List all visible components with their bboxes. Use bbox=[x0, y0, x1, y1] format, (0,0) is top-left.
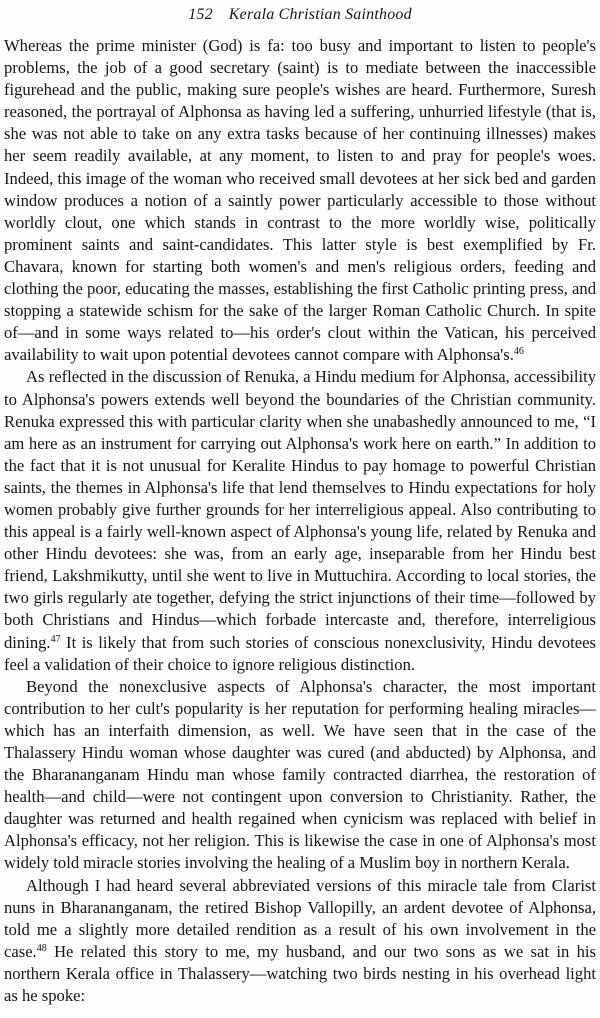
paragraph-text: Although I had heard several abbreviated versions of this miracle tale from Clarist nuns in Bharananganam, the retired Bishop Vallopilly, an ardent devotee of Alphonsa, told me a slightly more detailed rendition as a result of his own involvement in the case. bbox=[4, 875, 596, 961]
paragraph-text: It is likely that from such stories of conscious nonexclusivity, Hindu devotees feel a validation of their choice to ignore religious distinction. bbox=[4, 632, 596, 674]
paragraph-4 bbox=[4, 875, 596, 1008]
book-title: Kerala Christian Sainthood bbox=[228, 6, 412, 23]
footnote-marker: 47 bbox=[50, 633, 61, 645]
paragraph-1 bbox=[4, 35, 596, 366]
footnote-marker: 46 bbox=[513, 346, 524, 358]
running-head bbox=[0, 6, 600, 24]
paragraph-text: He related this story to me, my husband, and our two sons as we sat in his northern Kerala office in Thalassery—watching two birds nesting in his overhead light as he spoke: bbox=[4, 941, 596, 1006]
paragraph-3 bbox=[4, 676, 596, 875]
paragraph-2 bbox=[4, 366, 596, 675]
paragraph-text: Beyond the nonexclusive aspects of Alphonsa's character, the most important contribution to her cult's popularity is her reputation for performing healing miracles—which has an interfaith dimension, as well. We have seen that in the case of the Thalassery Hindu woman whose daughter was cured (and abducted) by Alphonsa, and the Bharananganam Hindu man whose family contracted diarrhea, the restoration of health—and child—were not contingent upon conversion to Christianity. Rather, the daughter was returned and health regained when cynicism was replaced with belief in Alphonsa's efficacy, not her religion. This is likewise the case in one of Alphonsa's most widely told miracle stories involving the healing of a Muslim boy in northern Kerala. bbox=[4, 676, 596, 873]
body-text bbox=[4, 35, 596, 1007]
footnote-marker: 48 bbox=[36, 942, 47, 954]
paragraph-text: Whereas the prime minister (God) is fa: too busy and important to listen to people's problems, the job of a good secretary (saint) is to mediate between the inaccessible figurehead and the public, making sure people's wishes are heard. Furthermore, Suresh reasoned, the portrayal of Alphonsa as having led a suffering, unhurried lifestyle (that is, she was not able to take on any extra tasks because of her continuing illnesses) makes her seem readily available, at any moment, to listen to and pray for people's woes. Indeed, this image of the woman who received small devotees at her sick bed and garden window produces a notion of a saintly power particularly accessible to those without worldly clout, one which stands in contrast to the more worldly wise, politically prominent saints and saint-candidates. This latter style is best exemplified by Fr. Chavara, known for starting both women's and men's religious orders, feeding and clothing the poor, educating the masses, establishing the first Catholic printing press, and stopping a statewide schism for the sake of the larger Roman Catholic Church. In spite of—and in some ways related to—his order's clout within the Vatican, his perceived availability to wait upon potential devotees cannot compare with Alphonsa's. bbox=[4, 36, 596, 365]
page-number: 152 bbox=[188, 6, 213, 23]
paragraph-text: As reflected in the discussion of Renuka, a Hindu medium for Alphonsa, accessibility to Alphonsa's powers extends well beyond the boundaries of the Christian community. Renuka expressed this with particular clarity when she unabashedly announced to me, “I am here as an instrument for carrying out Alphonsa's work here on earth.” In addition to the fact that it is not unusual for Keralite Hindus to pay homage to powerful Christian saints, the themes in Alphonsa's life that lend themselves to Hindu expectations for holy women probably give further grounds for her interreligious appeal. Also contributing to this appeal is a fairly well-known aspect of Alphonsa's young life, related by Renuka and other Hindu devotees: she was, from an early age, inseparable from her Hindu best friend, Lakshmikutty, until she went to live in Muttuchira. According to local stories, the two girls regularly ate together, defying the strict injunctions of their time—followed by both Christians and Hindus—which forbade intercaste and, therefore, interreligious dining. bbox=[4, 367, 596, 652]
